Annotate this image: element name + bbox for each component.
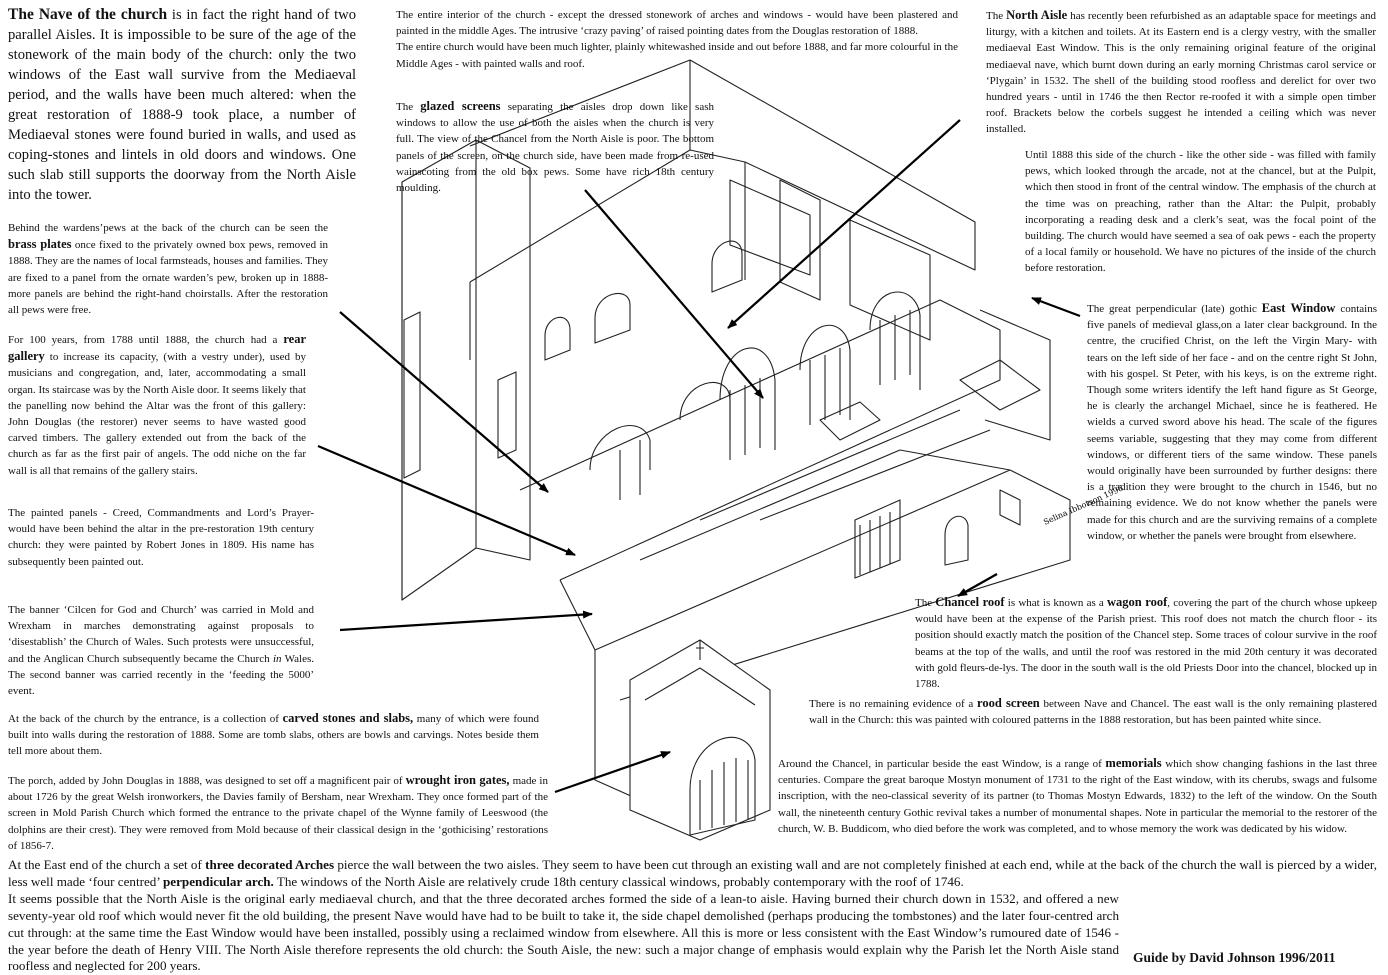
gallery-paragraph bbox=[8, 331, 306, 479]
brass-text: once fixed to the privately owned box pews, removed in 1888. They are the names of local farmsteads, houses and families. They are fixed to a panel from the ornate warden’s pew, broken up in 1888- more panels are behind the right-hand choirstalls. After the restoration all pews were free. bbox=[8, 239, 329, 317]
nave-text: is in fact the right hand of two parallel Aisles. It is impossible to be sure of the age of the stonework of the main body of the church: only the two windows of the East wall survive from the Mediaeval period, and the walls have been much altered: when the great restoration of 1888-9 took place, a number of Mediaeval stones were found buried in walls, and used as coping-stones and lintels in old doors and windows. One such slab still supports the doorway from the North Aisle into the tower. bbox=[8, 7, 356, 203]
painted-panels-paragraph bbox=[8, 505, 314, 570]
perpendicular-arch-heading: perpendicular arch. bbox=[163, 873, 274, 889]
east-window-lead: The great perpendicular (late) gothic bbox=[1087, 303, 1262, 315]
north-aisle-text: has recently been refurbished as an adaptable space for meetings and liturgy, with a kitchen and toilets. At its Eastern end is a clergy vestry, with the smaller mediaeval East Window. This is the only remaining original feature of the original mediaeval nave, which burnt down during an early morning Christmas carol service or ‘Plygain’ in 1532. The shell of the building stood roofless and derelict for over two hundred years - until in 1746 the then Rector re-roofed it with a simple open timber roof. Brackets below the corbels suggest he intended a ceiling which was never installed. bbox=[986, 10, 1376, 136]
arches-heading: three decorated Arches bbox=[205, 857, 335, 872]
banner-paragraph bbox=[8, 602, 314, 699]
memorials-lead: Around the Chancel, in particular beside the east Window, is a range of bbox=[778, 758, 1106, 770]
rood-text: between Nave and Chancel. The east wall is the only remaining plastered wall in the Church: this was painted with coloured patterns in the 1888 restoration, but has been painted white since. bbox=[809, 698, 1377, 727]
porch-text: made in about 1726 by the great Welsh ironworkers, the Davies family of Bersham, near Wrexham. They once formed part of the screen in Mold Parish Church which formed the entrance to the private chapel of the Wynne family of Leeswood (the dolphins are their crest). They were removed from Mold because of their classical design in the ‘gothicising’ restorations of 1856-7. bbox=[8, 775, 548, 852]
interior-text-2: The entire church would have been much lighter, plainly whitewashed inside and out before 1888, and far more colourful in the Middle Ages - with painted walls and roof. bbox=[396, 41, 958, 70]
north-aisle-heading: North Aisle bbox=[1006, 8, 1068, 22]
memorials-paragraph bbox=[778, 755, 1377, 837]
interior-paragraph bbox=[396, 7, 958, 72]
painted-panels-text: The painted panels - Creed, Commandments and Lord’s Prayer- would have been behind the altar in the pre-restoration 19th century church: they were painted by Robert Jones in 1809. His name has subsequently been painted out. bbox=[8, 507, 314, 568]
arrow-east-window bbox=[1032, 298, 1080, 316]
glazed-text: separating the aisles drop down like sash windows to allow the use of both the aisles when the church is very full. The view of the Chancel from the North Aisle is poor. The bottom panels of the screen, on the church side, have been made from re-used wainscoting from the old box pews. Some have rich 18th century moulding. bbox=[396, 101, 714, 195]
bottom-end: The windows of the North Aisle are relatively crude 18th century classical windows, probably contemporary with the roof of 1746. bbox=[273, 873, 964, 889]
chancel-roof-paragraph bbox=[915, 594, 1377, 692]
arrow-north-aisle bbox=[728, 120, 960, 328]
banner-emphasis: in bbox=[272, 652, 282, 665]
arrow-banner bbox=[340, 614, 592, 630]
glazed-heading: glazed screens bbox=[420, 99, 501, 113]
north-aisle-lead: The bbox=[986, 10, 1007, 22]
bottom-mid: pierce the wall between the two aisles. They seem to have been cut through an existing wall and are not completely finished at each end, while at the back of the church the wall is pierced by a wider, less well made ‘four centred’ bbox=[8, 857, 1377, 889]
stones-lead: At the back of the church by the entrance, is a collection of bbox=[8, 713, 283, 725]
glazed-screens-paragraph bbox=[396, 98, 714, 196]
porch-paragraph bbox=[8, 772, 548, 854]
stones-heading: carved stones and slabs, bbox=[282, 711, 414, 725]
north-aisle-paragraph bbox=[986, 7, 1376, 138]
wagon-roof-heading: wagon roof bbox=[1107, 595, 1168, 609]
chancel-text: , covering the part of the church whose upkeep would have been at the expense of the Parish priest. This roof does not match the church floor - its position should exactly match the position of the Chancel step. Some traces of colour survive in the roof beams at the top of the walls, and until the roof was restored in the mid 20th century it was decorated with gold fleurs-de-lys. The door in the south wall is the old Priests Door into the chancel, blocked up in 1788. bbox=[915, 597, 1377, 691]
porch-lead: The porch, added by John Douglas in 1888, was designed to set off a magnificent pair of bbox=[8, 775, 406, 787]
gallery-text: to increase its capacity, (with a vestry under), used by musicians and congregation, and, later, accommodating a small organ. Its staircase was by the North Aisle door. It seems likely that the panelling now behind the Altar was the front of this gallery: John Douglas (the restorer) never seems to have wasted good carved timbers. The gallery extended out from the back of the church as far as the first pair of angels. The odd niche on the far wall is all that remains of the gallery stairs. bbox=[8, 351, 306, 477]
memorials-text: which show changing fashions in the last three centuries. Compare the great baroque Mostyn monument of 1731 to the right of the East window, with its cherubs, swags and fulsome inscription, with the neo-classical severity of its partner (to Thomas Mostyn Edwards, 1832) to the left of the window. On the South wall, the nineteenth century Gothic revival takes a number of monumental shapes. Note in particular the memorial to the restorer of the church, W. B. Buddicom, who died before the work was completed, and to whose memory the work was dedicated by his widow. bbox=[778, 758, 1377, 835]
rood-screen-paragraph bbox=[809, 695, 1377, 728]
carved-stones-paragraph bbox=[8, 710, 539, 760]
nave-paragraph bbox=[8, 5, 356, 205]
chancel-heading: Chancel roof bbox=[935, 595, 1005, 609]
east-window-paragraph bbox=[1087, 300, 1377, 544]
porch-heading: wrought iron gates, bbox=[405, 773, 510, 787]
rood-heading: rood screen bbox=[977, 696, 1040, 710]
artist-signature: Selina Ibbotson 1996 bbox=[1042, 483, 1125, 527]
east-window-text: contains five panels of medieval glass,on a later clear background. In the centre, the crucified Christ, on the left the Virgin Mary- with tears on the left side of her face - and on the centre right St John, with his gospel. St Peter, with his keys, is on the extreme right. Though some writers identify the left hand figure as St George, he is clearly the archangel Michael, since he is feathered. He wields a curved sword above his head. The scale of the figures seems variable, suggesting that they may come from different windows, or different tiers of the same window. These panels would originally have been surrounded by further designs: there is a tradition they were brought to the church in 1546, but no remaining evidence. We do not know whether the panels were made for this church and are the surviving remains of a complete window, or whether the panels were brought from elsewhere. bbox=[1087, 303, 1377, 542]
pews-1888-paragraph bbox=[1025, 147, 1376, 277]
banner-text-b: Wales. The second banner was carried recently in the ‘feeding the 5000’ event. bbox=[8, 652, 315, 698]
rood-lead: There is no remaining evidence of a bbox=[809, 698, 978, 710]
porch bbox=[630, 640, 770, 840]
bottom-lead: At the East end of the church a set of bbox=[8, 857, 206, 872]
east-window-heading: East Window bbox=[1261, 301, 1336, 315]
chancel-lead: The bbox=[915, 597, 936, 609]
interior-text-1: The entire interior of the church - except the dressed stonework of arches and windows - would have been plastered and painted in the middle Ages. The intrusive ‘crazy paving’ of raised pointing dates from the Douglas restoration of 1888. bbox=[396, 9, 958, 38]
brass-heading: brass plates bbox=[8, 237, 72, 252]
brass-lead: Behind the wardens’pews at the back of the church can be seen the bbox=[8, 222, 328, 234]
tower-outline bbox=[402, 140, 530, 600]
nave-heading: The Nave of the church bbox=[8, 6, 168, 23]
gallery-heading: rear gallery bbox=[8, 332, 306, 364]
bottom-text-2: It seems possible that the North Aisle is the original early mediaeval church, and that the three decorated arches formed the side of a lean-to aisle. Having burned their church down in 1532, and offered a new seventy-year old roof which would never fit the old building, the present Nave would have had to be built to take it, the side chapel demolished (perhaps producing the tombstones) and the later four-centred arch cut through: at the same time the East Window would have been installed, possibly using a reclaimed window from elsewhere. All this is more or less consistent with the East Window’s rumoured date of 1546 - the year before the death of Henry VIII. The North Aisle therefore represents the old church: the South Aisle, the new: such a major change of emphasis would explain why the Parish let the North Aisle stand roofless and neglected for 200 years. bbox=[8, 890, 1119, 974]
banner-text-a: The banner ‘Cilcen for God and Church’ was carried in Mold and Wrexham in marches demonstrating against proposals to ‘disestablish’ the Church of Wales. Such protests were unsuccessful, and the Anglican Church subsequently became the Church bbox=[8, 604, 314, 665]
glazed-lead: The bbox=[396, 101, 421, 113]
gallery-lead: For 100 years, from 1788 until 1888, the church had a bbox=[8, 334, 284, 346]
pews-1888-text: Until 1888 this side of the church - like the other side - was filled with family pews, which looked through the arcade, not at the chancel, but at the Pulpit, which then stood in front of the central window. The emphasis of the church at the time was on preaching, rather than the Altar: the Pulpit, probably incorporating a reading desk and a clerk’s seat, was the focal point of the building. The church would have seemed a sea of oak pews - each the property of a local family or household. We have no pictures of the inside of the church before restoration. bbox=[1025, 149, 1376, 275]
arcade-wall bbox=[520, 292, 1000, 580]
brass-plates-paragraph bbox=[8, 220, 328, 318]
bottom-text-1 bbox=[8, 857, 1377, 891]
chancel-mid: is what is known as a bbox=[1004, 597, 1107, 609]
author-credit: Guide by David Johnson 1996/2011 bbox=[1133, 950, 1336, 965]
stones-text: many of which were found built into walls during the restoration of 1888. Some are tomb slabs, others are bowls and carvings. Notes beside them tell more about them. bbox=[8, 713, 539, 758]
memorials-heading: memorials bbox=[1105, 756, 1162, 770]
